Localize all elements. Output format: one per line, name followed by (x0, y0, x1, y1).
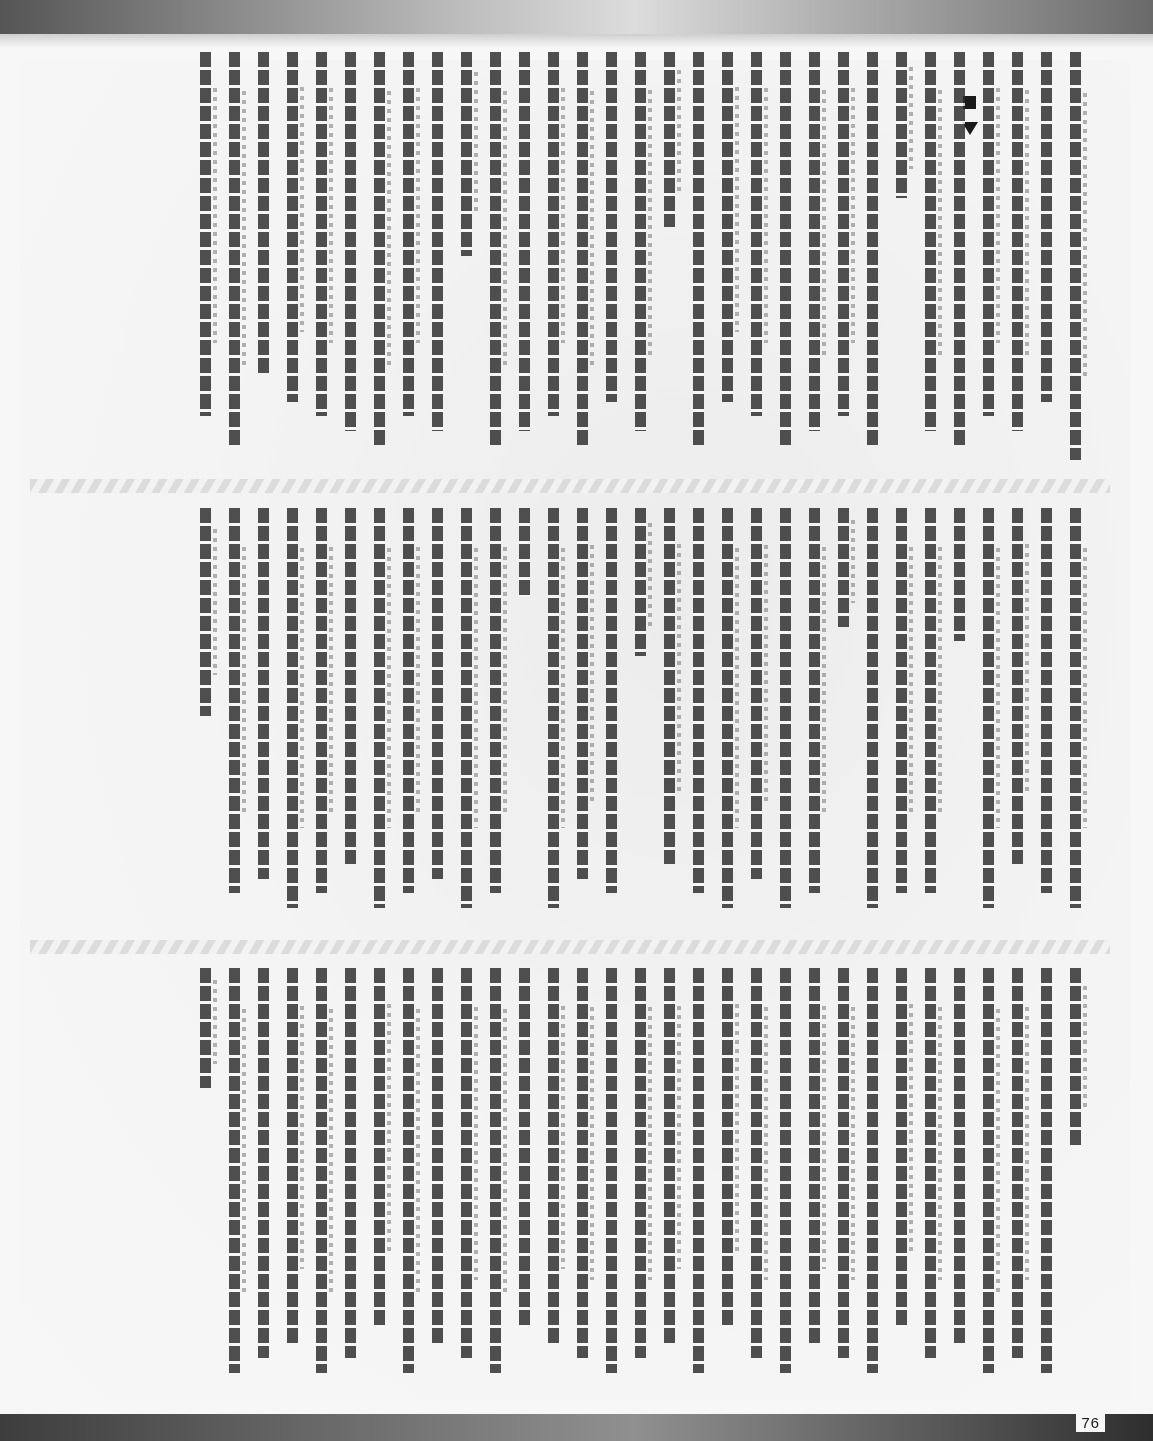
text-line (809, 508, 820, 893)
ruby-annotation (213, 980, 217, 1064)
ruby-annotation (213, 529, 217, 675)
text-line (461, 968, 472, 1358)
text-column (539, 52, 568, 460)
ruby-annotation (300, 548, 304, 828)
text-line (287, 508, 298, 908)
text-line (374, 508, 385, 908)
text-line (809, 968, 820, 1343)
text-column (742, 508, 771, 923)
text-line (751, 52, 762, 416)
text-line (461, 508, 472, 908)
text-column (249, 52, 278, 460)
text-line (780, 968, 791, 1373)
text-column (1061, 508, 1090, 923)
ruby-annotation (1025, 1007, 1029, 1280)
text-column (336, 968, 365, 1388)
text-column (974, 52, 1003, 460)
text-column (365, 508, 394, 923)
text-line (345, 508, 356, 864)
text-line (258, 52, 269, 373)
text-column (655, 52, 684, 460)
text-line (1041, 52, 1052, 402)
ruby-annotation (909, 547, 913, 817)
ruby-annotation (822, 547, 826, 817)
text-column (365, 968, 394, 1388)
text-column (452, 508, 481, 923)
text-column (858, 508, 887, 923)
text-column (568, 968, 597, 1388)
text-line (838, 52, 849, 416)
text-column (626, 508, 655, 923)
text-column (713, 968, 742, 1388)
text-column (423, 508, 452, 923)
ruby-annotation (387, 548, 391, 828)
text-column (655, 968, 684, 1388)
text-column (771, 52, 800, 460)
text-line (432, 508, 443, 879)
text-line (635, 508, 646, 656)
text-column (597, 508, 626, 923)
text-line (229, 52, 240, 445)
ruby-annotation (300, 1006, 304, 1269)
text-line (1070, 508, 1081, 908)
ruby-annotation (590, 1007, 594, 1280)
text-column (452, 52, 481, 460)
text-column (481, 508, 510, 923)
ruby-annotation (764, 1007, 768, 1280)
ruby-annotation (242, 547, 246, 817)
text-column (510, 52, 539, 460)
text-column (481, 968, 510, 1388)
text-column (887, 52, 916, 460)
ruby-annotation (764, 88, 768, 343)
text-line (635, 52, 646, 431)
text-line (1012, 52, 1023, 431)
text-line (751, 968, 762, 1358)
ruby-annotation (909, 67, 913, 169)
ruby-annotation (648, 90, 652, 355)
text-column (220, 508, 249, 923)
text-tier-middle (40, 508, 1090, 923)
ruby-annotation (590, 545, 594, 805)
text-column (1032, 508, 1061, 923)
ruby-annotation (822, 90, 826, 355)
text-column (887, 508, 916, 923)
text-line (577, 52, 588, 445)
text-line (229, 968, 240, 1373)
ruby-annotation (561, 88, 565, 343)
text-line (577, 968, 588, 1358)
text-column (945, 968, 974, 1388)
text-line (896, 52, 907, 198)
text-column (916, 968, 945, 1388)
text-line (548, 968, 559, 1343)
text-line (606, 508, 617, 893)
text-column (626, 968, 655, 1388)
text-line (664, 52, 675, 227)
text-line (432, 968, 443, 1343)
ruby-annotation (851, 88, 855, 343)
ruby-annotation (387, 1004, 391, 1256)
text-line (925, 968, 936, 1358)
text-line (403, 968, 414, 1373)
text-line (258, 508, 269, 879)
text-line (983, 52, 994, 416)
text-line (954, 508, 965, 641)
ruby-annotation (735, 548, 739, 828)
text-line (954, 52, 965, 445)
text-line (1012, 508, 1023, 864)
text-column (1003, 508, 1032, 923)
text-column (684, 968, 713, 1388)
ruby-annotation (300, 87, 304, 332)
text-column (278, 968, 307, 1388)
text-column (336, 508, 365, 923)
ruby-annotation (648, 523, 652, 627)
text-line (983, 968, 994, 1373)
ruby-annotation (1025, 90, 1029, 355)
ruby-annotation (851, 520, 855, 603)
text-column (829, 508, 858, 923)
ruby-annotation (909, 1004, 913, 1256)
text-line (577, 508, 588, 879)
text-column (800, 508, 829, 923)
text-column (858, 52, 887, 460)
ruby-annotation (1083, 548, 1087, 828)
text-column (307, 968, 336, 1388)
text-column (887, 968, 916, 1388)
text-column (626, 52, 655, 460)
text-column (800, 52, 829, 460)
text-line (490, 508, 501, 893)
text-column (220, 968, 249, 1388)
text-column (423, 968, 452, 1388)
text-column (1003, 968, 1032, 1388)
text-column (713, 508, 742, 923)
text-column (394, 52, 423, 460)
text-column (1003, 52, 1032, 460)
text-line (1070, 52, 1081, 460)
text-column (1061, 968, 1090, 1388)
text-line (1041, 508, 1052, 893)
text-line (519, 52, 530, 431)
text-line (1041, 968, 1052, 1373)
text-line (1012, 968, 1023, 1358)
text-line (316, 508, 327, 893)
text-column (191, 968, 220, 1388)
ruby-annotation (996, 548, 1000, 828)
ruby-annotation (996, 88, 1000, 343)
text-line (722, 508, 733, 908)
text-column (539, 968, 568, 1388)
text-column (945, 52, 974, 460)
text-column (452, 968, 481, 1388)
ruby-annotation (474, 1007, 478, 1280)
ruby-annotation (503, 547, 507, 817)
text-column (539, 508, 568, 923)
text-column (365, 52, 394, 460)
text-line (345, 968, 356, 1358)
text-column (191, 52, 220, 460)
bottom-screentone-strip (0, 1414, 1153, 1441)
text-line (838, 968, 849, 1358)
text-line (200, 52, 211, 416)
text-column (800, 968, 829, 1388)
ruby-annotation (561, 1006, 565, 1269)
text-column (481, 52, 510, 460)
text-line (606, 52, 617, 402)
page-number: 76 (1076, 1414, 1105, 1432)
ruby-annotation (764, 545, 768, 805)
text-line (925, 52, 936, 431)
text-column (945, 508, 974, 923)
text-column (510, 968, 539, 1388)
text-line (867, 508, 878, 908)
text-line (867, 52, 878, 445)
text-column (916, 52, 945, 460)
ruby-annotation (590, 91, 594, 366)
ruby-annotation (474, 548, 478, 828)
text-column (655, 508, 684, 923)
ruby-annotation (938, 90, 942, 355)
text-column (858, 968, 887, 1388)
ruby-annotation (677, 1006, 681, 1269)
text-line (954, 968, 965, 1343)
text-line (229, 508, 240, 893)
text-column (1032, 968, 1061, 1388)
text-line (403, 508, 414, 893)
text-column (278, 52, 307, 460)
text-column (307, 508, 336, 923)
ruby-annotation (938, 547, 942, 817)
text-column (336, 52, 365, 460)
text-line (780, 52, 791, 445)
text-line (925, 508, 936, 893)
ruby-annotation (329, 1009, 333, 1293)
ruby-annotation (561, 548, 565, 828)
text-column (771, 508, 800, 923)
text-column (249, 508, 278, 923)
text-tier-top (40, 52, 1090, 460)
ruby-annotation (242, 91, 246, 366)
text-column (597, 52, 626, 460)
ruby-annotation (1083, 986, 1087, 1112)
text-column (974, 968, 1003, 1388)
text-line (664, 968, 675, 1343)
text-line (722, 968, 733, 1328)
text-column (423, 52, 452, 460)
text-line (780, 508, 791, 908)
text-column (829, 968, 858, 1388)
text-line (519, 968, 530, 1328)
ruby-annotation (648, 1007, 652, 1280)
text-column (742, 968, 771, 1388)
text-column (1032, 52, 1061, 460)
text-column (568, 508, 597, 923)
text-column (394, 508, 423, 923)
text-line (896, 508, 907, 893)
ruby-annotation (677, 70, 681, 192)
text-line (519, 508, 530, 597)
text-column (191, 508, 220, 923)
text-line (722, 52, 733, 402)
text-line (200, 508, 211, 716)
text-line (548, 508, 559, 908)
text-line (374, 52, 385, 445)
text-column (974, 508, 1003, 923)
text-column (916, 508, 945, 923)
text-line (664, 508, 675, 864)
text-line (345, 52, 356, 431)
text-column (713, 52, 742, 460)
text-line (432, 52, 443, 431)
ruby-annotation (213, 88, 217, 343)
text-column (278, 508, 307, 923)
ruby-annotation (416, 1009, 420, 1293)
ruby-annotation (1025, 544, 1029, 793)
text-column (684, 52, 713, 460)
text-line (374, 968, 385, 1328)
text-line (287, 52, 298, 402)
text-column (510, 508, 539, 923)
text-line (461, 52, 472, 256)
text-line (316, 968, 327, 1373)
text-column (684, 508, 713, 923)
text-line (867, 968, 878, 1373)
tier-separator-band (30, 479, 1110, 493)
text-line (200, 968, 211, 1088)
text-line (838, 508, 849, 627)
text-line (983, 508, 994, 908)
text-line (490, 968, 501, 1373)
text-line (548, 52, 559, 416)
text-column (568, 52, 597, 460)
text-line (606, 968, 617, 1373)
ruby-annotation (242, 1009, 246, 1293)
text-line (693, 508, 704, 893)
text-line (287, 968, 298, 1343)
text-line (693, 52, 704, 445)
text-column (394, 968, 423, 1388)
text-tier-bottom (40, 968, 1090, 1388)
text-line (751, 508, 762, 879)
ruby-annotation (474, 72, 478, 215)
ruby-annotation (503, 1009, 507, 1293)
ruby-annotation (851, 1007, 855, 1280)
top-screentone-strip (0, 0, 1153, 34)
ruby-annotation (329, 547, 333, 817)
ruby-annotation (416, 547, 420, 817)
text-column (220, 52, 249, 460)
text-line (809, 52, 820, 431)
text-column (1061, 52, 1090, 460)
tier-separator-band (30, 940, 1110, 954)
ruby-annotation (822, 1006, 826, 1269)
ruby-annotation (938, 1007, 942, 1280)
ruby-annotation (329, 88, 333, 343)
ruby-annotation (416, 88, 420, 343)
ruby-annotation (503, 91, 507, 366)
text-column (597, 968, 626, 1388)
ruby-annotation (677, 544, 681, 793)
ruby-annotation (996, 1009, 1000, 1293)
text-column (307, 52, 336, 460)
top-strip-fade (0, 34, 1153, 48)
text-line (896, 968, 907, 1328)
text-line (316, 52, 327, 416)
text-line (403, 52, 414, 416)
text-line (693, 968, 704, 1373)
ruby-annotation (387, 91, 391, 366)
text-line (1070, 968, 1081, 1148)
text-column (742, 52, 771, 460)
text-column (829, 52, 858, 460)
text-line (635, 968, 646, 1358)
text-column (771, 968, 800, 1388)
ruby-annotation (1083, 93, 1087, 379)
text-line (258, 968, 269, 1358)
text-column (249, 968, 278, 1388)
ruby-annotation (735, 87, 739, 332)
text-line (490, 52, 501, 445)
ruby-annotation (735, 1004, 739, 1256)
